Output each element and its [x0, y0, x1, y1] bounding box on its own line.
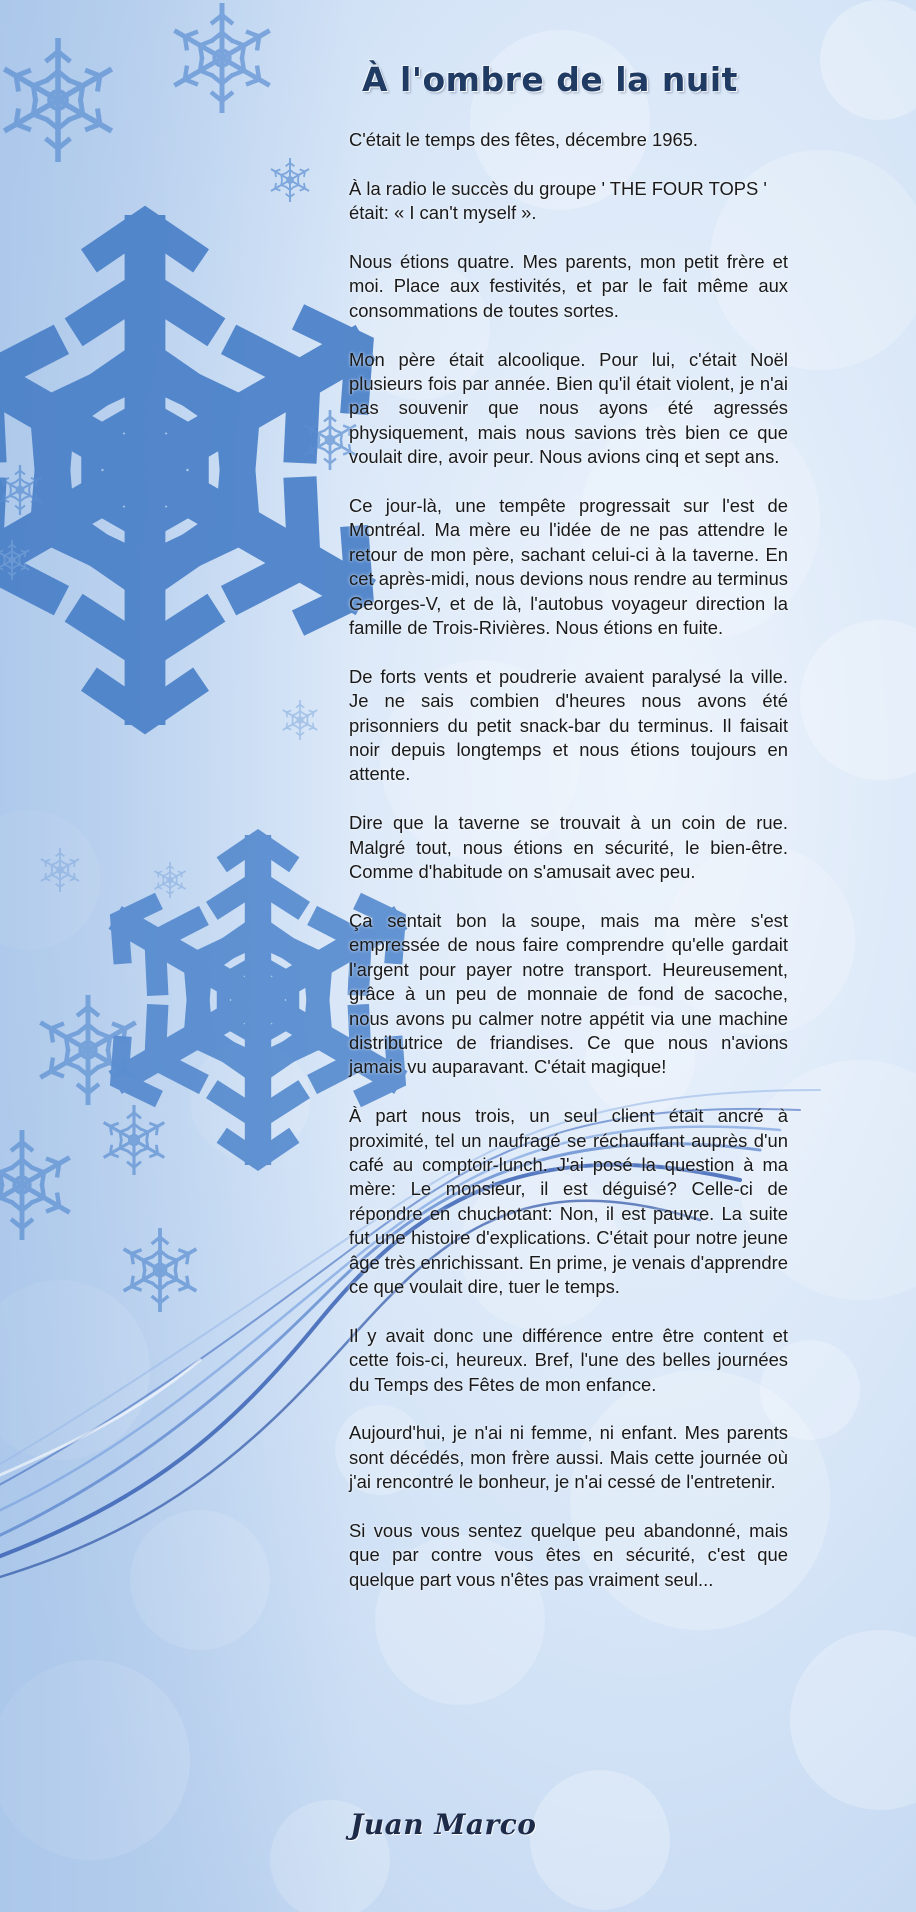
story-paragraph: De forts vents et poudrerie avaient paralysé la ville. Je ne sais combien d'heures nous avons été prisonniers du petit snack-bar du terminus. Il faisait noir depuis longtemps et nous étions toujours en attente.: [349, 665, 788, 785]
story-paragraph: Ce jour-là, une tempête progressait sur l'est de Montréal. Ma mère eu l'idée de ne pas attendre le retour de mon père, sachant celui-ci à la taverne. En cet après-midi, nous devions nous rendre au terminus Georges-V, et de là, l'autobus voyageur direction la famille de Trois-Rivières. Nous étions en fuite.: [349, 495, 788, 639]
story-paragraph: À la radio le succès du groupe ' THE FOUR TOPS ' était: « I can't myself ».: [349, 177, 767, 224]
story-paragraph: Mon père était alcoolique. Pour lui, c'était Noël plusieurs fois par année. Bien qu'il était violent, je n'ai pas souvenir que nous ayons été agressés physiquement, mais nous savions très bien ce que voulait dire, avoir peur. Nous avions cinq et sept ans.: [349, 348, 788, 468]
author-signature: Juan Marco: [350, 1808, 537, 1841]
story-title: À l'ombre de la nuit: [362, 60, 738, 99]
story-paragraph: Nous étions quatre. Mes parents, mon petit frère et moi. Place aux festivités, et par le fait même aux consommations de toutes sortes.: [349, 251, 788, 321]
story-paragraph: Il y avait donc une différence entre être content et cette fois-ci, heureux. Bref, l'une des belles journées du Temps des Fêtes de mon enfance.: [349, 1324, 788, 1395]
story-paragraph: À part nous trois, un seul client était ancré à proximité, tel un naufragé se réchauffant auprès d'un café au comptoir-lunch. J'ai posé la question à ma mère: Le monsieur, il est déguisé? Celle-ci de répondre en chuchotant: Non, il est pauvre. La suite fut une histoire d'explications. C'était pour notre jeune âge très enrichissant. En prime, je venais d'apprendre ce que voulait dire, tuer le temps.: [349, 1105, 788, 1297]
story-paragraph: Aujourd'hui, je n'ai ni femme, ni enfant. Mes parents sont décédés, mon frère aussi. Mais cette journée où j'ai rencontré le bonheur, je n'ai cessé de l'entretenir.: [349, 1422, 788, 1493]
story-paragraph: Ça sentait bon la soupe, mais ma mère s'est empressée de nous faire comprendre qu'elle gardait l'argent pour payer notre transport. Heureusement, grâce à un peu de monnaie de fond de sacoche, nous avons pu calmer notre appétit via une machine distributrice de friandises. Ce que nous n'avions jamais vu auparavant. C'était magique!: [349, 909, 788, 1078]
story-paragraph: Dire que la taverne se trouvait à un coin de rue. Malgré tout, nous étions en sécurité, le bien-être. Comme d'habitude on s'amusait avec peu.: [349, 812, 788, 883]
story-paragraph: Si vous vous sentez quelque peu abandonné, mais que par contre vous êtes en sécurité, c'est que quelque part vous n'êtes pas vraiment seul...: [349, 1519, 788, 1590]
story-paragraph: C'était le temps des fêtes, décembre 1965.: [349, 129, 699, 150]
story-body: [349, 128, 788, 1617]
